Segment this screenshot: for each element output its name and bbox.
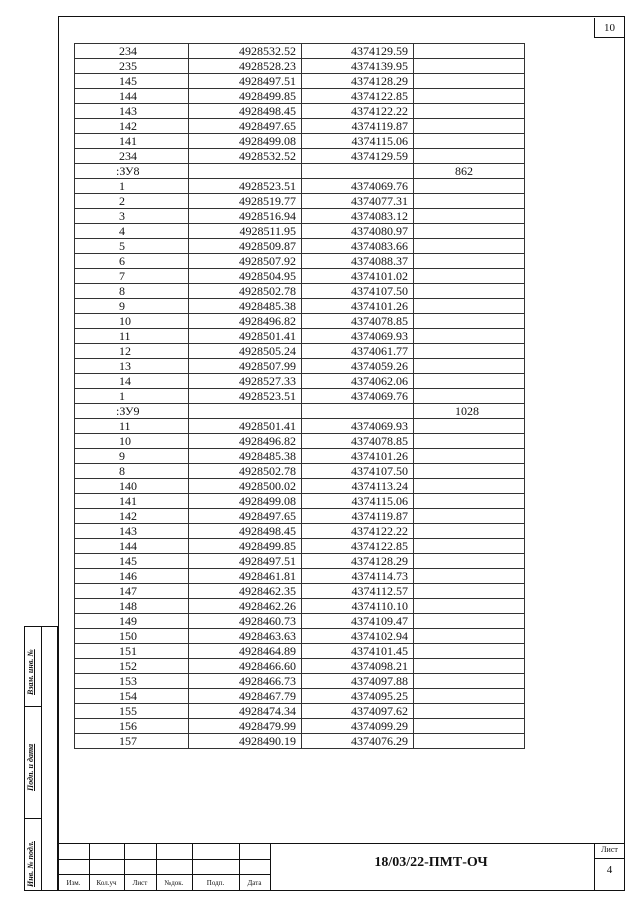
point-number-cell: 141 [75,494,189,509]
x-coordinate-cell: 4928502.78 [189,464,302,479]
table-row [75,344,525,359]
point-number-cell: 142 [75,509,189,524]
x-coordinate-cell: 4928485.38 [189,299,302,314]
area-cell [414,599,525,614]
area-cell [414,269,525,284]
area-cell [414,734,525,749]
area-cell [414,194,525,209]
point-number-cell: 2 [75,194,189,209]
table-row [75,704,525,719]
corner-number: 10 [594,18,624,38]
area-cell [414,314,525,329]
y-coordinate-cell: 4374083.12 [302,209,414,224]
point-number-cell: 9 [75,449,189,464]
table-row [75,359,525,374]
x-coordinate-cell: 4928505.24 [189,344,302,359]
side-label-vzam: Взам. инв. № [26,649,35,695]
y-coordinate-cell: 4374069.76 [302,179,414,194]
x-coordinate-cell: 4928501.41 [189,419,302,434]
table-row [75,209,525,224]
area-cell [414,254,525,269]
y-coordinate-cell: 4374109.47 [302,614,414,629]
table-row [75,329,525,344]
area-cell [414,209,525,224]
y-coordinate-cell: 4374102.94 [302,629,414,644]
point-number-cell: 235 [75,59,189,74]
table-row [75,89,525,104]
x-coordinate-cell: 4928507.99 [189,359,302,374]
y-coordinate-cell: 4374101.26 [302,449,414,464]
area-cell [414,224,525,239]
y-coordinate-cell: 4374080.97 [302,224,414,239]
section-header-row [75,164,525,179]
y-coordinate-cell: 4374122.85 [302,89,414,104]
point-number-cell: 154 [75,689,189,704]
x-coordinate-cell: 4928519.77 [189,194,302,209]
area-cell [414,674,525,689]
area-cell [414,554,525,569]
point-number-cell: 148 [75,599,189,614]
y-coordinate-cell: 4374069.93 [302,329,414,344]
point-number-cell: 152 [75,659,189,674]
y-coordinate-cell: 4374129.59 [302,149,414,164]
y-coordinate-cell: 4374097.62 [302,704,414,719]
x-coordinate-cell: 4928509.87 [189,239,302,254]
point-number-cell: 144 [75,539,189,554]
area-cell [414,434,525,449]
x-coordinate-cell: 4928496.82 [189,314,302,329]
area-cell [414,89,525,104]
coordinates-table [74,43,525,749]
point-number-cell: 145 [75,74,189,89]
area-cell [414,524,525,539]
x-coordinate-cell: 4928500.02 [189,479,302,494]
table-row [75,644,525,659]
y-coordinate-cell: 4374077.31 [302,194,414,209]
area-cell [414,104,525,119]
x-coordinate-cell: 4928466.60 [189,659,302,674]
area-cell [414,284,525,299]
y-coordinate-cell: 4374099.29 [302,719,414,734]
table-row [75,629,525,644]
stamp-label-podp: Подп. [206,879,225,887]
point-number-cell: 141 [75,134,189,149]
y-coordinate-cell: 4374110.10 [302,599,414,614]
area-cell [414,659,525,674]
y-coordinate-cell: 4374129.59 [302,44,414,59]
section-header-row [75,404,525,419]
table-row [75,119,525,134]
y-coordinate-cell [302,164,414,179]
y-coordinate-cell: 4374059.26 [302,359,414,374]
point-number-cell: 7 [75,269,189,284]
table-row [75,74,525,89]
area-cell [414,629,525,644]
table-row [75,434,525,449]
x-coordinate-cell: 4928502.78 [189,284,302,299]
x-coordinate-cell: 4928504.95 [189,269,302,284]
y-coordinate-cell: 4374128.29 [302,74,414,89]
area-cell [414,149,525,164]
y-coordinate-cell: 4374101.02 [302,269,414,284]
y-coordinate-cell: 4374122.22 [302,524,414,539]
table-row [75,134,525,149]
x-coordinate-cell: 4928490.19 [189,734,302,749]
x-coordinate-cell: 4928463.63 [189,629,302,644]
table-row [75,554,525,569]
point-number-cell: 11 [75,419,189,434]
area-cell: 862 [414,164,525,179]
document-code: 18/03/22-ПМТ-ОЧ [374,855,488,870]
table-row [75,194,525,209]
area-cell [414,239,525,254]
point-number-cell: 140 [75,479,189,494]
table-row [75,539,525,554]
stamp-label-data: Дата [247,879,262,887]
area-cell [414,419,525,434]
y-coordinate-cell: 4374095.25 [302,689,414,704]
table-row [75,314,525,329]
x-coordinate-cell: 4928532.52 [189,149,302,164]
y-coordinate-cell: 4374078.85 [302,314,414,329]
stamp-label-list: Лист [132,879,148,887]
point-number-cell: :ЗУ9 [75,404,189,419]
x-coordinate-cell [189,404,302,419]
point-number-cell: 143 [75,524,189,539]
area-cell [414,689,525,704]
y-coordinate-cell: 4374113.24 [302,479,414,494]
table-row [75,389,525,404]
area-cell [414,494,525,509]
x-coordinate-cell: 4928497.51 [189,74,302,89]
y-coordinate-cell: 4374062.06 [302,374,414,389]
point-number-cell: 4 [75,224,189,239]
table-row [75,299,525,314]
y-coordinate-cell [302,404,414,419]
area-cell [414,119,525,134]
point-number-cell: 147 [75,584,189,599]
area-cell [414,299,525,314]
table-row [75,374,525,389]
x-coordinate-cell: 4928462.26 [189,599,302,614]
table-row [75,719,525,734]
stamp-row-line [58,874,270,875]
area-cell [414,74,525,89]
y-coordinate-cell: 4374107.50 [302,284,414,299]
coordinates-table-body [75,44,525,749]
y-coordinate-cell: 4374069.93 [302,419,414,434]
sheet-number: 4 [606,864,613,876]
area-cell [414,584,525,599]
x-coordinate-cell: 4928499.85 [189,539,302,554]
point-number-cell: 11 [75,329,189,344]
area-cell [414,59,525,74]
point-number-cell: 3 [75,209,189,224]
x-coordinate-cell: 4928497.65 [189,119,302,134]
area-cell [414,509,525,524]
table-row [75,599,525,614]
table-row [75,59,525,74]
y-coordinate-cell: 4374119.87 [302,119,414,134]
side-cell-podp [25,707,41,819]
table-row [75,179,525,194]
sheet-label: Лист [601,845,618,854]
point-number-cell: 142 [75,119,189,134]
x-coordinate-cell: 4928499.08 [189,494,302,509]
table-row [75,479,525,494]
side-label-inv: Инв. № подл. [26,841,35,887]
point-number-cell: 153 [75,674,189,689]
stamp-label-kol: Кол.уч [96,879,117,887]
y-coordinate-cell: 4374083.66 [302,239,414,254]
table-row [75,224,525,239]
x-coordinate-cell: 4928511.95 [189,224,302,239]
point-number-cell: 156 [75,719,189,734]
x-coordinate-cell: 4928497.51 [189,554,302,569]
x-coordinate-cell: 4928497.65 [189,509,302,524]
x-coordinate-cell: 4928462.35 [189,584,302,599]
table-row [75,569,525,584]
point-number-cell: 234 [75,44,189,59]
table-row [75,419,525,434]
point-number-cell: 157 [75,734,189,749]
y-coordinate-cell: 4374122.85 [302,539,414,554]
point-number-cell: 14 [75,374,189,389]
x-coordinate-cell: 4928507.92 [189,254,302,269]
y-coordinate-cell: 4374139.95 [302,59,414,74]
point-number-cell: 12 [75,344,189,359]
table-row [75,509,525,524]
side-label-podp: Подп. и дата [26,743,35,791]
table-row [75,44,525,59]
point-number-cell: :ЗУ8 [75,164,189,179]
stamp-label-ndok: №док. [164,879,184,887]
area-cell [414,719,525,734]
stamp-row-line [594,858,625,859]
area-cell [414,44,525,59]
y-coordinate-cell: 4374061.77 [302,344,414,359]
side-cell-inv [25,819,41,892]
y-coordinate-cell: 4374128.29 [302,554,414,569]
x-coordinate-cell: 4928466.73 [189,674,302,689]
point-number-cell: 150 [75,629,189,644]
table-row [75,689,525,704]
point-number-cell: 234 [75,149,189,164]
area-cell [414,539,525,554]
area-cell [414,569,525,584]
y-coordinate-cell: 4374112.57 [302,584,414,599]
point-number-cell: 146 [75,569,189,584]
table-row [75,284,525,299]
x-coordinate-cell: 4928532.52 [189,44,302,59]
area-cell [414,644,525,659]
x-coordinate-cell: 4928516.94 [189,209,302,224]
side-cell-vzam [25,627,41,707]
point-number-cell: 6 [75,254,189,269]
x-coordinate-cell: 4928479.99 [189,719,302,734]
x-coordinate-cell: 4928498.45 [189,524,302,539]
area-cell [414,704,525,719]
area-cell [414,134,525,149]
y-coordinate-cell: 4374069.76 [302,389,414,404]
point-number-cell: 8 [75,464,189,479]
y-coordinate-cell: 4374097.88 [302,674,414,689]
x-coordinate-cell: 4928467.79 [189,689,302,704]
y-coordinate-cell: 4374101.45 [302,644,414,659]
point-number-cell: 5 [75,239,189,254]
table-row [75,449,525,464]
x-coordinate-cell: 4928485.38 [189,449,302,464]
point-number-cell: 1 [75,179,189,194]
area-cell [414,479,525,494]
point-number-cell: 149 [75,614,189,629]
table-row [75,254,525,269]
stamp-label-izm: Изм. [66,879,81,887]
point-number-cell: 10 [75,434,189,449]
x-coordinate-cell: 4928501.41 [189,329,302,344]
table-row [75,674,525,689]
x-coordinate-cell: 4928528.23 [189,59,302,74]
area-cell [414,329,525,344]
y-coordinate-cell: 4374122.22 [302,104,414,119]
x-coordinate-cell: 4928464.89 [189,644,302,659]
y-coordinate-cell: 4374101.26 [302,299,414,314]
table-row [75,269,525,284]
area-cell [414,449,525,464]
x-coordinate-cell: 4928523.51 [189,179,302,194]
side-strip-divider [41,627,42,890]
x-coordinate-cell: 4928496.82 [189,434,302,449]
point-number-cell: 1 [75,389,189,404]
area-cell [414,179,525,194]
table-row [75,659,525,674]
x-coordinate-cell: 4928474.34 [189,704,302,719]
point-number-cell: 145 [75,554,189,569]
table-row [75,614,525,629]
x-coordinate-cell: 4928498.45 [189,104,302,119]
area-cell [414,464,525,479]
x-coordinate-cell: 4928523.51 [189,389,302,404]
table-row [75,104,525,119]
x-coordinate-cell [189,164,302,179]
point-number-cell: 9 [75,299,189,314]
y-coordinate-cell: 4374088.37 [302,254,414,269]
point-number-cell: 8 [75,284,189,299]
area-cell [414,344,525,359]
x-coordinate-cell: 4928499.08 [189,134,302,149]
y-coordinate-cell: 4374114.73 [302,569,414,584]
table-row [75,239,525,254]
y-coordinate-cell: 4374115.06 [302,494,414,509]
table-row [75,524,525,539]
table-row [75,734,525,749]
x-coordinate-cell: 4928499.85 [189,89,302,104]
point-number-cell: 10 [75,314,189,329]
point-number-cell: 143 [75,104,189,119]
point-number-cell: 13 [75,359,189,374]
x-coordinate-cell: 4928460.73 [189,614,302,629]
area-cell: 1028 [414,404,525,419]
y-coordinate-cell: 4374076.29 [302,734,414,749]
y-coordinate-cell: 4374098.21 [302,659,414,674]
table-row [75,149,525,164]
point-number-cell: 151 [75,644,189,659]
point-number-cell: 155 [75,704,189,719]
table-row [75,494,525,509]
y-coordinate-cell: 4374107.50 [302,464,414,479]
table-row [75,464,525,479]
area-cell [414,359,525,374]
y-coordinate-cell: 4374119.87 [302,509,414,524]
area-cell [414,374,525,389]
stamp-row-line [58,859,270,860]
x-coordinate-cell: 4928527.33 [189,374,302,389]
side-strip [24,626,58,891]
point-number-cell: 144 [75,89,189,104]
y-coordinate-cell: 4374078.85 [302,434,414,449]
area-cell [414,389,525,404]
y-coordinate-cell: 4374115.06 [302,134,414,149]
x-coordinate-cell: 4928461.81 [189,569,302,584]
area-cell [414,614,525,629]
table-row [75,584,525,599]
